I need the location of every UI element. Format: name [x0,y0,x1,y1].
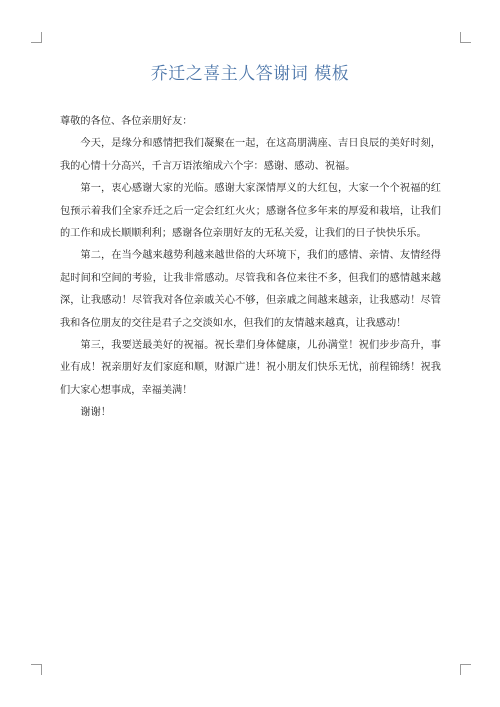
crop-mark-bottom-right [460,664,471,675]
paragraph-4: 第三，我要送最美好的祝福。祝长辈们身体健康，儿孙满堂！祝们步步高升，事业有成！祝亲朋好友们家庭和顺，财源广进！祝小朋友们快乐无忧，前程锦绣！祝我们大家心想事成，幸福美满！ [60,340,441,396]
document-body [60,111,441,425]
crop-mark-bottom-left [31,664,42,675]
paragraph-1: 今天，是缘分和感情把我们凝聚在一起，在这高朋满座、吉日良辰的美好时刻，我的心情十分高兴，千言万语浓缩成六个字：感谢、感动、祝福。 [60,138,441,172]
closing: 谢谢！ [80,407,111,419]
document-title: 乔迁之喜主人答谢词 模板 [150,64,350,84]
crop-mark-top-left [31,32,42,43]
salutation: 尊敬的各位、各位亲朋好友： [60,116,193,127]
paragraph-2: 第一，衷心感谢大家的光临。感谢大家深情厚义的大红包，大家一个个祝福的红包预示着我们全家乔迁之后一定会红红火火；感谢各位多年来的厚爱和栽培，让我们的工作和成长顺顺利利；感谢各位亲朋好友的无私关爱，让我们的日子快快乐乐。 [60,183,441,240]
crop-mark-top-right [460,32,471,43]
paragraph-3: 第二，在当今越来越势利越来越世俗的大环境下，我们的感情、亲情、友情经得起时间和空间的考验，让我非常感动。尽管我和各位来往不多，但我们的感情越来越深，让我感动！尽管我对各位亲戚关心不够，但亲戚之间越来越亲，让我感动！尽管我和各位朋友的交往是君子之交淡如水，但我们的友情越来越真，让我感动！ [60,250,441,329]
